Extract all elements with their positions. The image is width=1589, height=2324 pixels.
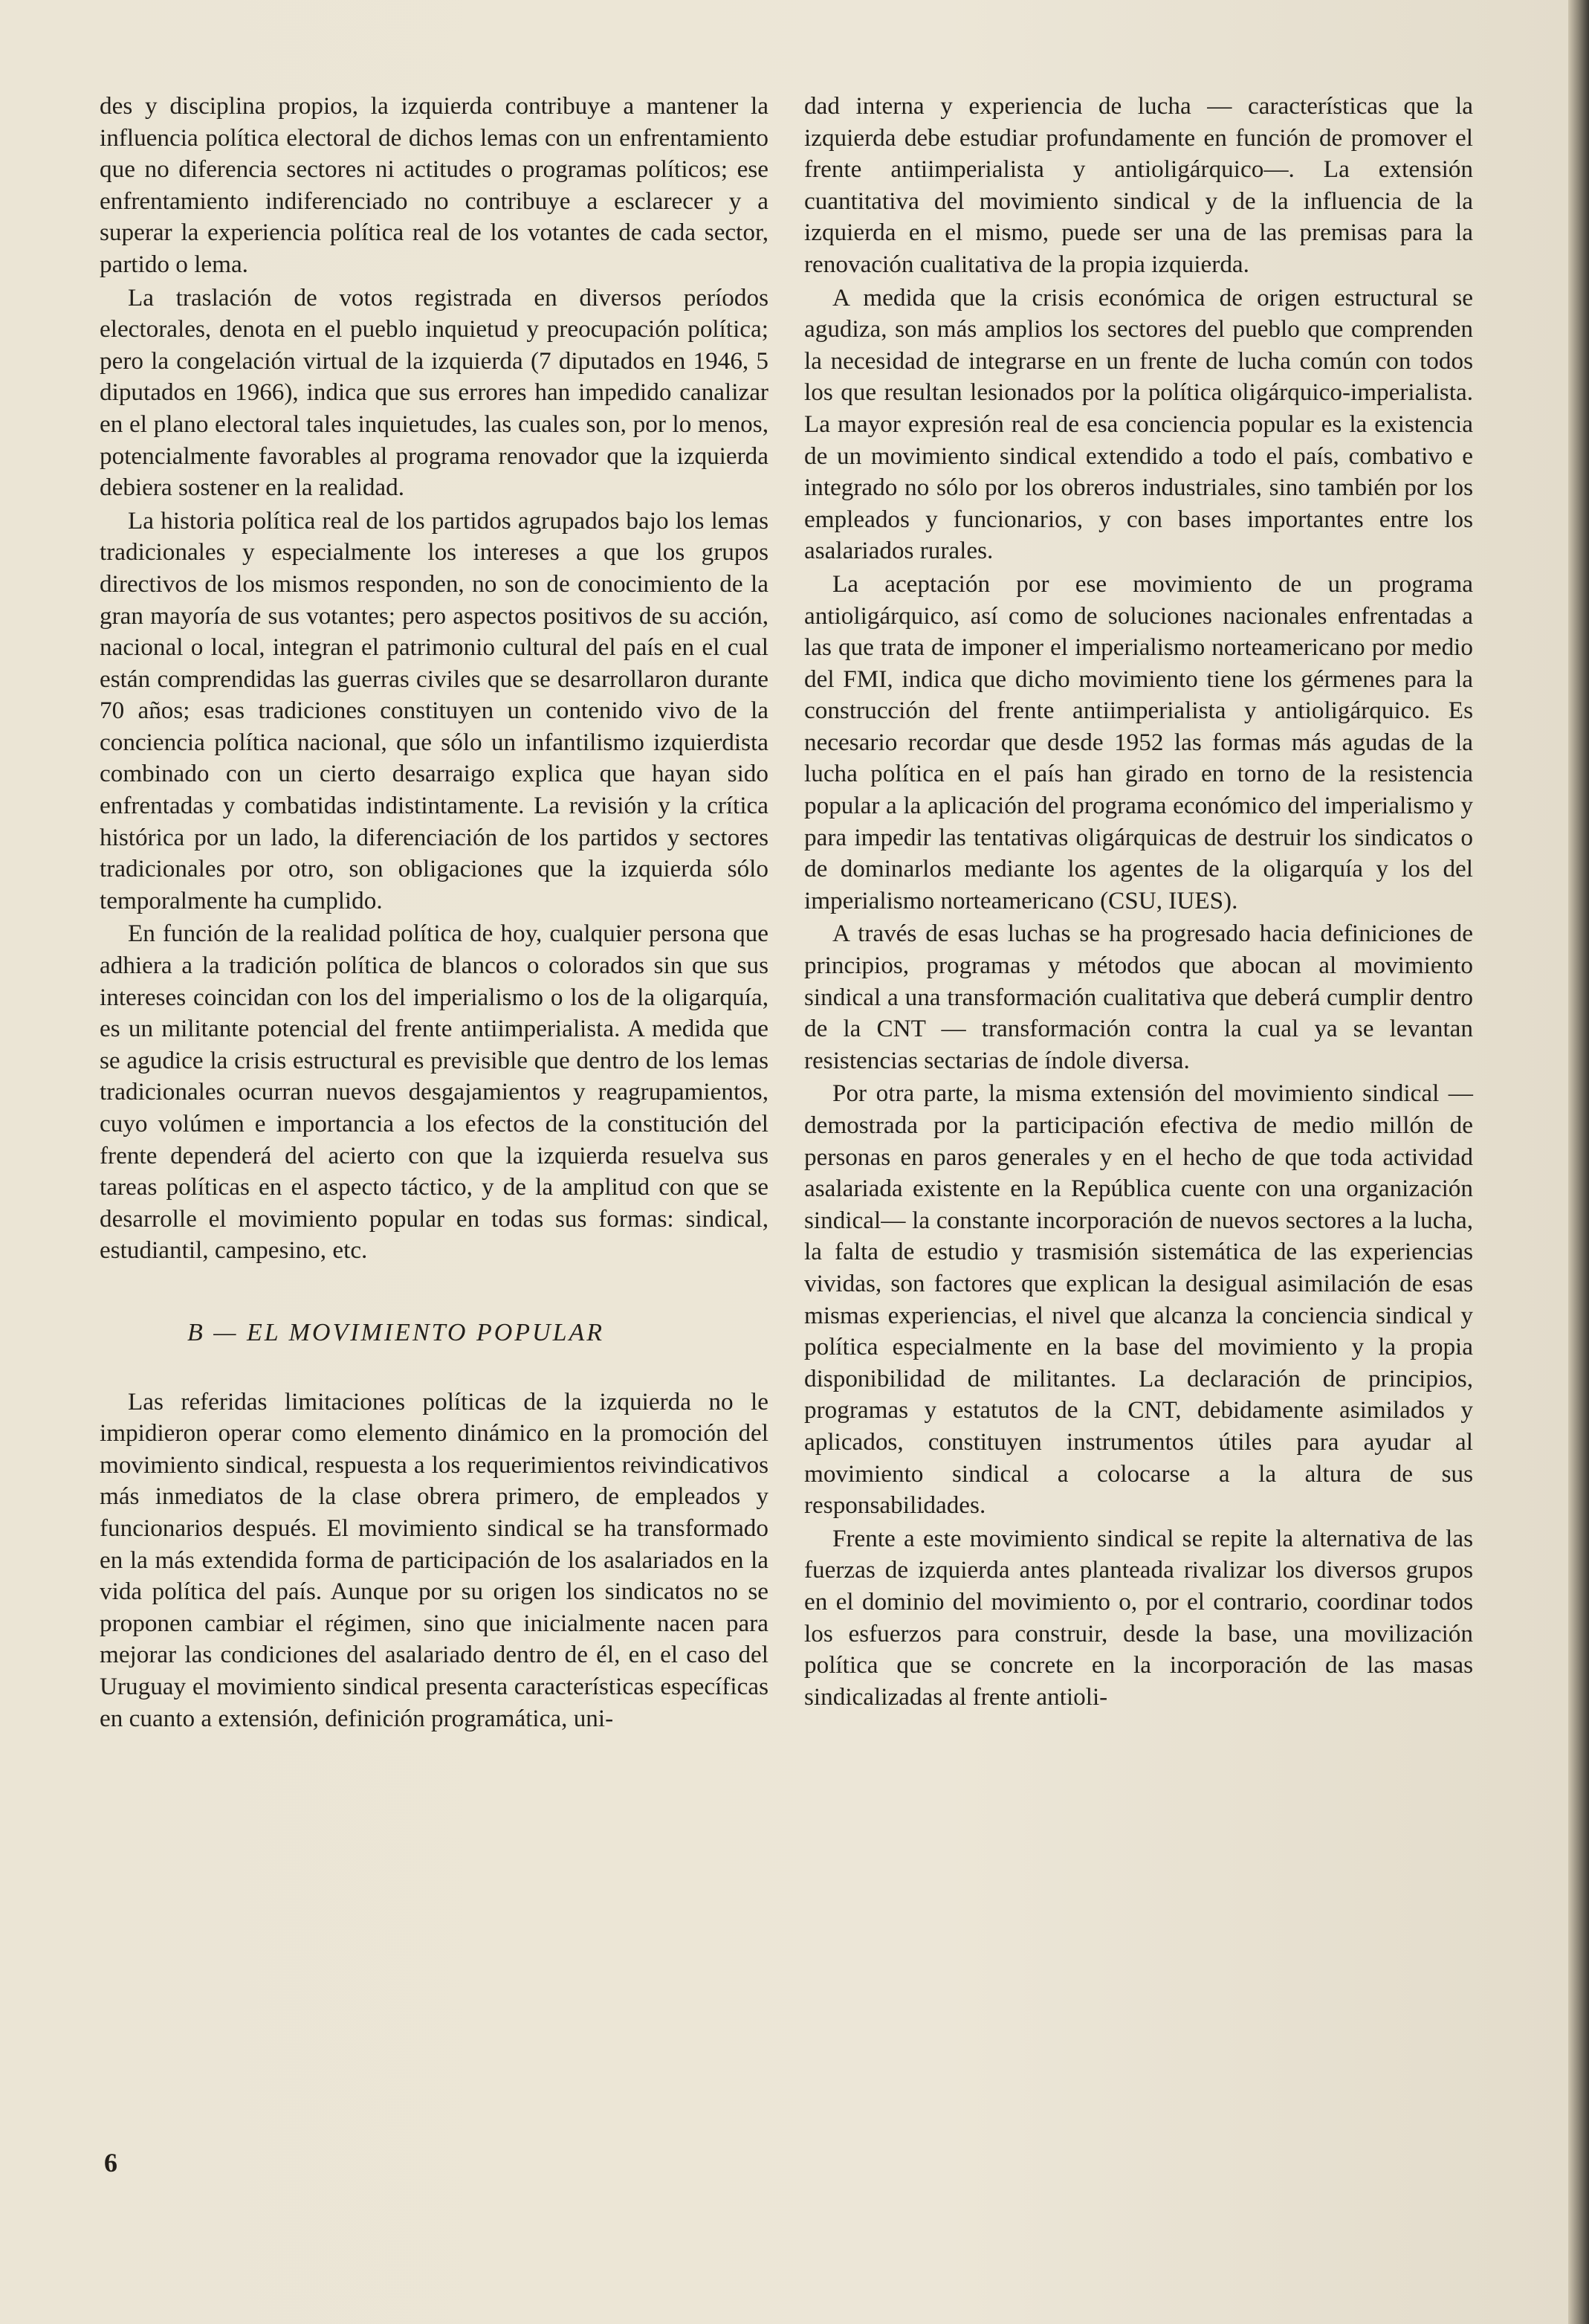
paragraph: des y disciplina propios, la izquierda contribuye a mantener la influencia política electoral de dichos lemas con un enfrentamiento que no diferencia sectores ni actitudes o programas políticos; ese enfrentamiento indiferenciado no contribuye a esclarecer y a superar la experiencia política real de los votantes de cada sector, partido o lema. [100,92,768,278]
paragraph: A medida que la crisis económica de origen estructural se agudiza, son más amplios los sectores del pueblo que comprenden la necesidad de integrarse en un frente de lucha común con todos los que resultan lesionados por la política oligárquico-imperialista. La mayor expresión real de esa conciencia popular es la existencia de un movimiento sindical extendido a todo el país, combativo e integrado no sólo por los obreros industriales, sino también por los empleados y funcionarios, y con bases importantes entre los asalariados rurales. [804,283,1473,565]
paragraph: La aceptación por ese movimiento de un programa antioligárquico, así como de soluciones nacionales enfrentadas a las que trata de imponer el imperialismo norteamericano por medio del FMI, indica que dicho movimiento tiene los gérmenes para la construcción del frente antiimperialista y antioligárquico. Es necesario recordar que desde 1952 las formas más agudas de la lucha política en el país han girado en torno de la resistencia popular a la aplicación del programa económico del imperialismo y para impedir las tentativas oligárquicas de destruir los sindicatos o de dominarlos mediante los agentes de la oligarquía y los del imperialismo norteamericano (CSU, IUES). [804,569,1473,914]
paragraph: La historia política real de los partidos agrupados bajo los lemas tradicionales y especialmente los intereses a que los grupos directivos de los mismos responden, no son de conocimiento de la gran mayoría de sus votantes; pero aspectos positivos de su acción, nacional o local, integran el patrimonio cultural del país en el cual están comprendidas las guerras civiles que se desarrollaron durante 70 años; esas tradiciones constituyen un contenido vivo de la conciencia política nacional, que sólo un infantilismo izquierdista combinado con un cierto desarraigo explica que hayan sido enfrentadas y combatidas indistintamente. La revisión y la crítica histórica por un lado, la diferenciación de los partidos y sectores tradicionales por otro, son obligaciones que la izquierda sólo temporalmente ha cumplido. [100,506,768,914]
paragraph: En función de la realidad política de hoy, cualquier persona que adhiera a la tradición política de blancos o colorados sin que sus intereses coincidan con los del imperialismo o los de la oligarquía, es un militante potencial del frente antiimperialista. A medida que se agudice la crisis estructural es previsible que dentro de los lemas tradicionales ocurran nuevos desgajamientos y reagrupamientos, cuyo volúmen e importancia a los efectos de la constitución del frente dependerá del acierto con que la izquierda resuelva sus tareas políticas en el aspecto táctico, y de la amplitud con que se desarrolle el movimiento popular en todas sus formas: sindical, estudiantil, campesino, etc. [100,920,768,1265]
paragraph: La traslación de votos registrada en diversos períodos electorales, denota en el pueblo inquietud y preocupación política; pero la congelación virtual de la izquierda (7 diputados en 1946, 5 diputados en 1966), indica que sus errores han impedido canalizar en el plano electoral tales inquietudes, las cuales son, por lo menos, potencialmente favorables al programa renovador que la izquierda debiera sostener en la realidad. [100,283,768,502]
section-heading: B — EL MOVIMIENTO POPULAR [187,1318,605,1346]
left-column [100,91,768,1734]
page-edge-shadow [1568,0,1589,2324]
paragraph: Las referidas limitaciones políticas de la izquierda no le impidieron operar como elemento dinámico en la promoción del movimiento sindical, respuesta a los requerimientos reivindicativos más inmediatos de la clase obrera primero, de empleados y funcionarios después. El movimiento sindical se ha transformado en la más extendida forma de participación de los asalariados en la vida política del país. Aunque por su origen los sindicatos no se proponen cambiar el régimen, sino que inicialmente nacen para mejorar las condiciones del asalariado dentro de él, en el caso del Uruguay el movimiento sindical presenta características específicas en cuanto a extensión, definición programática, uni- [100,1387,768,1732]
right-column [804,91,1473,1713]
paragraph: Por otra parte, la misma extensión del movimiento sindical —demostrada por la participación efectiva de medio millón de personas en paros generales y en el hecho de que toda actividad asalariada existente en la República cuente con una organización sindical— la constante incorporación de nuevos sectores a la lucha, la falta de estudio y trasmisión sistemática de las experiencias vividas, son factores que explican la desigual asimilación de esas mismas experiencias, el nivel que alcanza la conciencia sindical y política especialmente en la base del movimiento y la propia disponibilidad de militantes. La declaración de principios, programas y estatutos de la CNT, debidamente asimilados y aplicados, constituyen instrumentos útiles para ayudar al movimiento sindical a colocarse a la altura de sus responsabilidades. [804,1079,1473,1520]
paragraph: dad interna y experiencia de lucha — características que la izquierda debe estudiar profundamente en función de promover el frente antiimperialista y antioligárquico—. La extensión cuantitativa del movimiento sindical y de la influencia de la izquierda en el mismo, puede ser una de las premisas para la renovación cualitativa de la propia izquierda. [804,92,1473,278]
paragraph: A través de esas luchas se ha progresado hacia definiciones de principios, programas y métodos que abocan al movimiento sindical a una transformación cualitativa que deberá cumplir dentro de la CNT — transformación contra la cual ya se levantan resistencias sectarias de índole diversa. [804,920,1473,1074]
paragraph: Frente a este movimiento sindical se repite la alternativa de las fuerzas de izquierda antes planteada rivalizar los diversos grupos en el dominio del movimiento o, por el contrario, coordinar todos los esfuerzos para construir, desde la base, una movilización política que se concrete en la incorporación de las masas sindicalizadas al frente antioli- [804,1524,1473,1711]
page-number: 6 [104,2148,117,2178]
